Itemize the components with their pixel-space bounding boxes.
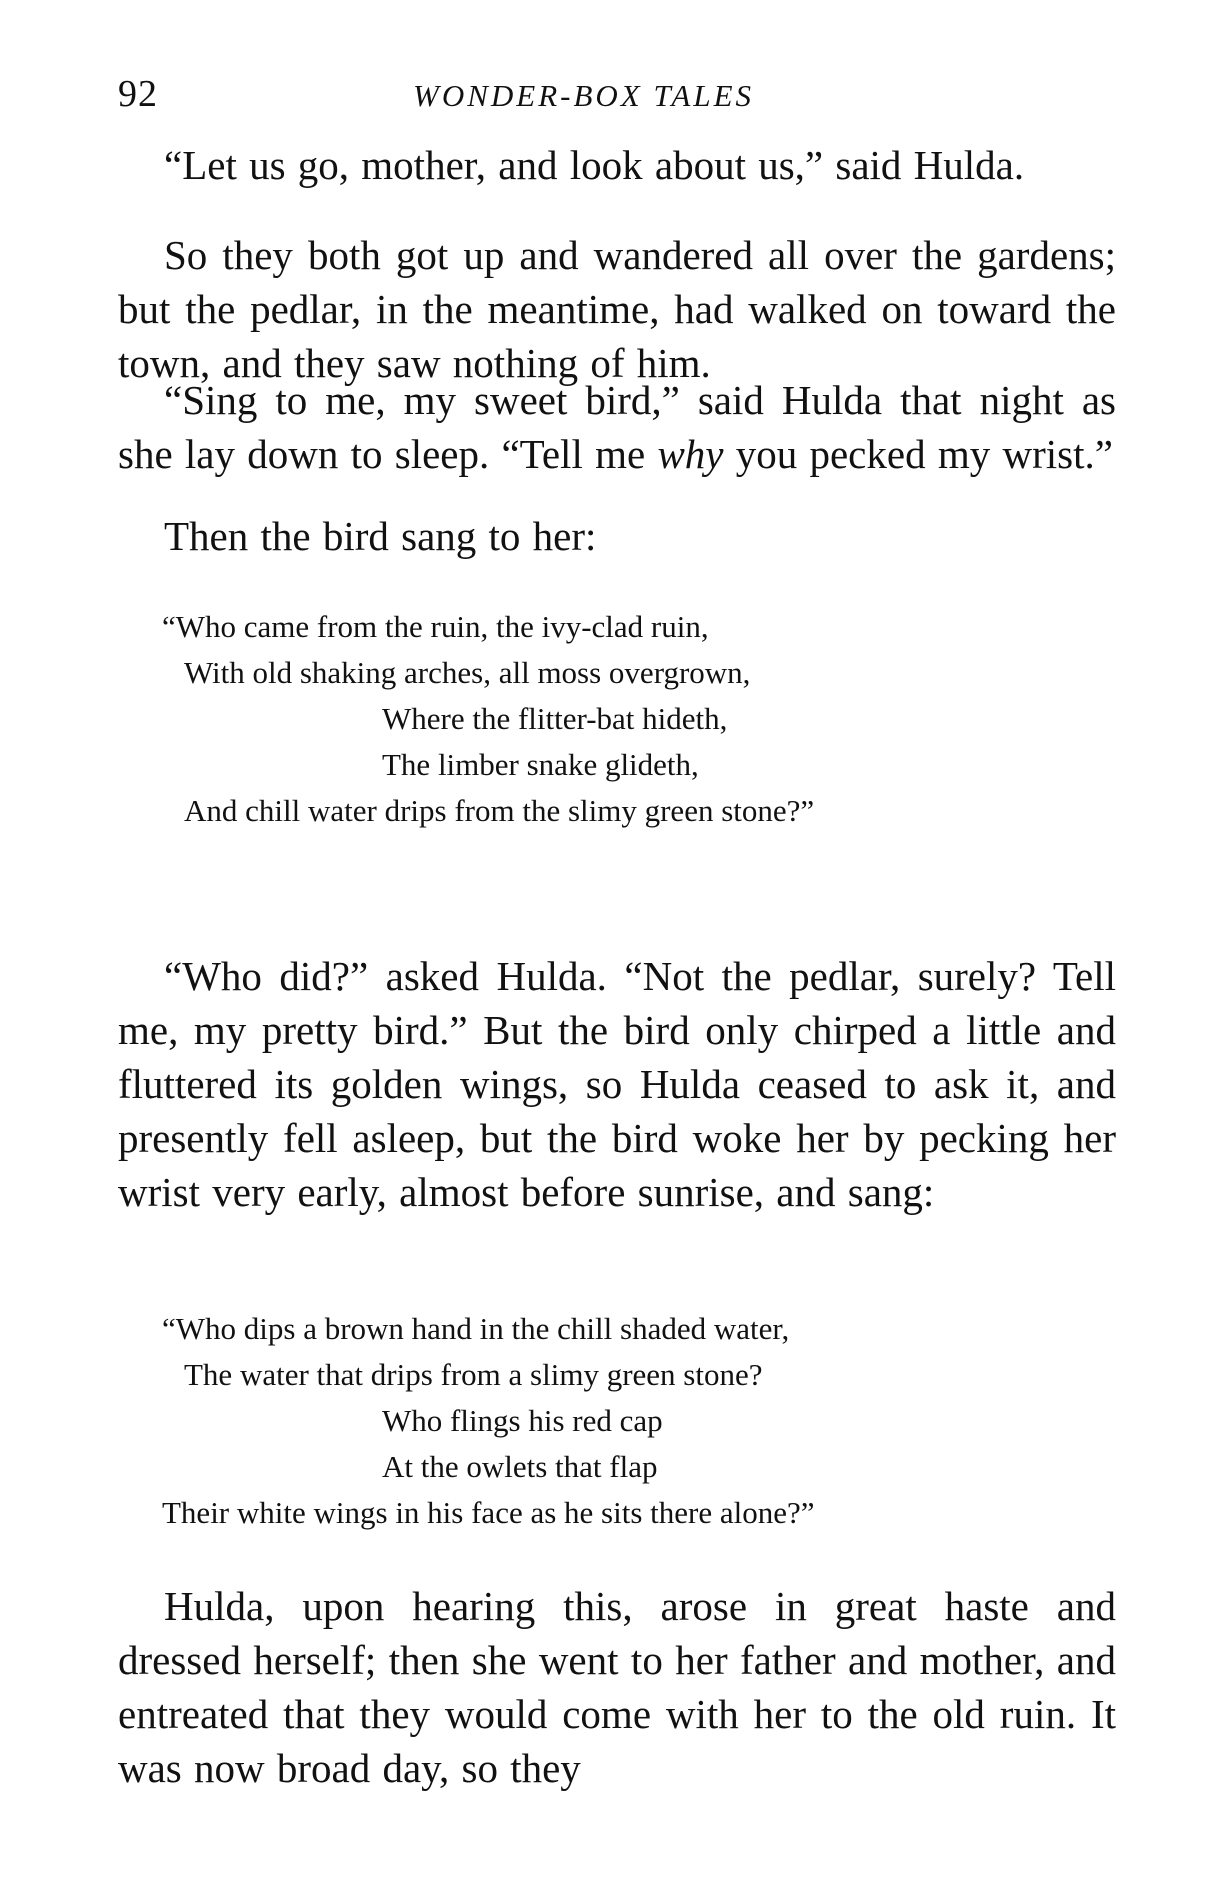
verse-line: “Who dips a brown hand in the chill shaded water, (162, 1311, 790, 1346)
page-number: 92 (118, 73, 158, 115)
verse-line: Their white wings in his face as he sits there alone?” (162, 1495, 815, 1530)
verse-stanza-2 (162, 1306, 1062, 1536)
paragraph-hulda-upon-hearing: Hulda, upon hearing this, arose in great haste and dressed herself; then she went to her father and mother, and entreated that they would come with her to the old ruin. It was now broad day, so they (118, 1583, 1116, 1791)
page-header (118, 72, 1118, 122)
verse-line: Who flings his red cap (382, 1403, 663, 1438)
verse-line: The water that drips from a slimy green stone? (184, 1357, 763, 1392)
running-head: WONDER-BOX TALES (413, 78, 755, 113)
emphasis-why: why (657, 431, 724, 477)
verse-line: At the owlets that flap (382, 1449, 658, 1484)
verse-line: “Who came from the ruin, the ivy-clad ruin, (162, 609, 709, 644)
text-run: “Sing to me, my sweet bird,” said Hulda that night as she lay down to sleep. “Tell me (118, 377, 1116, 477)
text-run: you pecked my wrist.” (723, 431, 1113, 477)
paragraph-sing-to-me (118, 373, 1116, 481)
verse-line: With old shaking arches, all moss overgrown, (184, 655, 751, 690)
verse-line: Where the flitter-bat hideth, (382, 701, 728, 736)
paragraph-so-they-both: So they both got up and wandered all over the gardens; but the pedlar, in the meantime, had walked on toward the town, and they saw nothing of him. (118, 232, 1116, 386)
verse-stanza-1 (162, 604, 1062, 834)
verse-line: The limber snake glideth, (382, 747, 699, 782)
paragraph-then-the-bird: Then the bird sang to her: (164, 513, 597, 559)
paragraph-who-did: “Who did?” asked Hulda. “Not the pedlar, surely? Tell me, my pretty bird.” But the bird only chirped a little and fluttered its golden wings, so Hulda ceased to ask it, and presently fell asleep, but the bird woke her by pecking her wrist very early, almost before sunrise, and sang: (118, 953, 1116, 1215)
paragraph-let-us-go: “Let us go, mother, and look about us,” said Hulda. (164, 142, 1025, 188)
verse-line: And chill water drips from the slimy green stone?” (184, 793, 815, 828)
